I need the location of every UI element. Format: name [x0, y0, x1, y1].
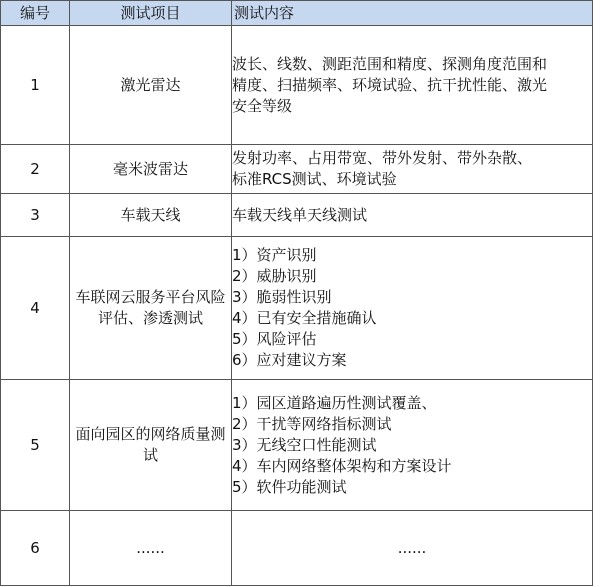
- content-line: 3）无线空口性能测试: [232, 435, 377, 454]
- row-item: 激光雷达: [70, 26, 232, 145]
- row-item: 毫米波雷达: [70, 145, 232, 194]
- header-id: 编号: [1, 1, 70, 26]
- content-line: 标准RCS测试、环境试验: [232, 170, 397, 188]
- row-id: 5: [1, 380, 70, 511]
- row-id: 2: [1, 145, 70, 194]
- content-line: 1）园区道路遍历性测试覆盖、: [232, 393, 437, 412]
- content-line: 5）风险评估: [232, 330, 317, 348]
- row-id: 3: [1, 194, 70, 237]
- table-row: [1, 194, 593, 237]
- row-id: 4: [1, 237, 70, 380]
- row-id: 6: [1, 511, 70, 586]
- row-content: [232, 511, 593, 586]
- header-item: 测试项目: [70, 1, 232, 26]
- content-line: 3）脆弱性识别: [232, 288, 332, 306]
- table-row: [1, 26, 593, 145]
- content-line: 1）资产识别: [232, 246, 317, 264]
- content-line: 4）已有安全措施确认: [232, 309, 377, 327]
- content-line: 安全等级: [232, 96, 293, 115]
- row-item: 面向园区的网络质量测试: [70, 380, 232, 511]
- content-line: ......: [397, 538, 427, 557]
- content-line: 精度、扫描频率、环境试验、抗干扰性能、激光: [232, 75, 548, 94]
- content-line: 2）威胁识别: [232, 267, 317, 285]
- row-item: 车联网云服务平台风险评估、渗透测试: [70, 237, 232, 380]
- row-content: [232, 237, 593, 380]
- row-content: [232, 26, 593, 145]
- row-id: 1: [1, 26, 70, 145]
- table-row: [1, 380, 593, 511]
- content-line: 6）应对建议方案: [232, 351, 347, 369]
- header-content: 测试内容: [232, 1, 593, 26]
- content-line: 波长、线数、测距范围和精度、探测角度范围和: [232, 54, 548, 73]
- row-content: [232, 380, 593, 511]
- row-item: ......: [70, 511, 232, 586]
- content-line: 发射功率、占用带宽、带外发射、带外杂散、: [232, 149, 533, 167]
- content-line: 4）车内网络整体架构和方案设计: [232, 456, 452, 475]
- row-content: [232, 194, 593, 237]
- content-line: 5）软件功能测试: [232, 477, 347, 496]
- content-line: 车载天线单天线测试: [232, 205, 368, 224]
- content-line: 2）干扰等网络指标测试: [232, 414, 392, 433]
- table-row: [1, 511, 593, 586]
- row-item: 车载天线: [70, 194, 232, 237]
- table-header-row: [1, 1, 593, 26]
- table-row: [1, 237, 593, 380]
- row-content: [232, 145, 593, 194]
- table-row: [1, 145, 593, 194]
